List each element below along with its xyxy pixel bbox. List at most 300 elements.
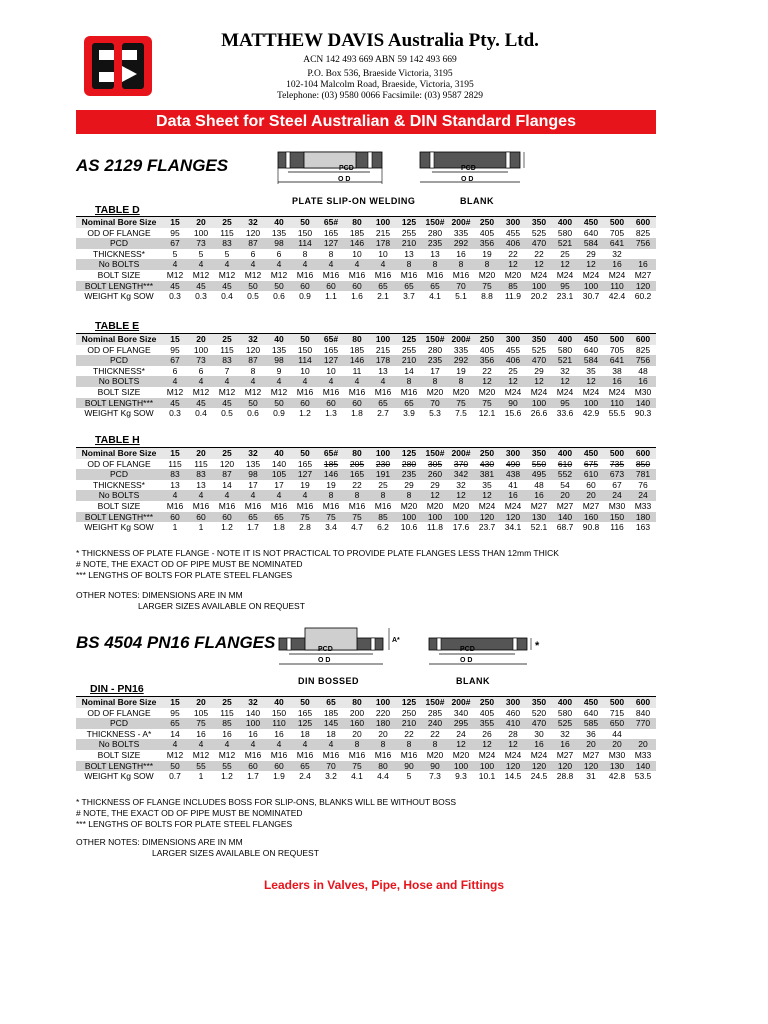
section-title-as2129: AS 2129 FLANGES xyxy=(76,156,229,175)
table-cell: M20 xyxy=(478,386,496,397)
note-line: * THICKNESS OF FLANGE INCLUDES BOSS FOR SLIP-ONS, BLANKS WILL BE WITHOUT BOSS xyxy=(76,797,457,807)
table-cell: 90 xyxy=(500,398,526,409)
table-cell: 580 xyxy=(557,707,573,718)
table-cell: 115 xyxy=(220,344,234,355)
table-cell: 470 xyxy=(526,238,552,249)
table-cell: 150 xyxy=(604,512,630,523)
table-cell: 5 xyxy=(224,248,230,259)
table-cell: 4.1 xyxy=(429,291,441,302)
table-row xyxy=(76,334,656,345)
table-row xyxy=(76,249,656,260)
table-cell: 120 xyxy=(578,761,604,772)
table-cell: 50 xyxy=(240,281,266,292)
table-cell: M24 xyxy=(530,749,548,760)
table-cell: 6.2 xyxy=(377,522,389,533)
table-cell: M20 xyxy=(426,386,444,397)
table-cell: 335 xyxy=(453,227,469,238)
table-cell: 75 xyxy=(474,281,500,292)
row-label: PCD xyxy=(76,238,162,249)
table-cell: 8 xyxy=(396,376,422,387)
table-cell: 8 xyxy=(302,248,308,259)
table-cell: 80 xyxy=(344,697,370,708)
row-label: Nominal Bore Size xyxy=(76,697,162,708)
table-cell: 25 xyxy=(214,697,240,708)
table-cell: 185 xyxy=(349,344,365,355)
table-cell: 16 xyxy=(526,739,552,750)
table-cell: 60.2 xyxy=(634,291,652,302)
table-cell: M16 xyxy=(374,269,392,280)
table-cell: M16 xyxy=(166,500,184,511)
table-cell: 400 xyxy=(552,697,578,708)
table-cell: 24 xyxy=(456,728,466,739)
table-cell: 8 xyxy=(396,739,422,750)
table-cell: 10 xyxy=(326,365,336,376)
row-label: Nominal Bore Size xyxy=(76,334,162,345)
table-cell: 60 xyxy=(318,398,344,409)
row-label: OD OF FLANGE xyxy=(87,707,151,718)
table-cell: 16 xyxy=(630,376,656,387)
table-cell: 120 xyxy=(500,512,526,523)
table-cell: 16 xyxy=(526,490,552,501)
table-cell: 87 xyxy=(214,469,240,480)
company-acn: ACN 142 493 669 ABN 59 142 493 669 xyxy=(303,55,457,65)
table-cell: 87 xyxy=(240,238,266,249)
table-cell: 350 xyxy=(526,448,552,459)
table-cell: 50 xyxy=(162,761,188,772)
table-cell: 14 xyxy=(170,728,180,739)
table-cell: 20 xyxy=(630,739,656,750)
table-cell: 4 xyxy=(214,259,240,270)
table-cell: 5 xyxy=(172,248,178,259)
table-cell: 178 xyxy=(370,355,396,366)
table-cell: 30.7 xyxy=(582,291,600,302)
table-cell: 300 xyxy=(500,334,526,345)
table-cell: 150 xyxy=(297,227,313,238)
table-cell: 90 xyxy=(396,761,422,772)
table-cell: 73 xyxy=(188,238,214,249)
table-cell: 100 xyxy=(448,761,474,772)
table-cell: 98 xyxy=(240,469,266,480)
table-cell: M24 xyxy=(504,386,522,397)
table-cell: 455 xyxy=(505,344,521,355)
table-cell: 80 xyxy=(344,334,370,345)
table-cell: 580 xyxy=(557,344,573,355)
table-cell: 255 xyxy=(401,344,417,355)
table-cell: 300 xyxy=(500,217,526,228)
table-cell: 1 xyxy=(198,771,204,782)
table-cell: 521 xyxy=(552,355,578,366)
table-cell: 1.2 xyxy=(221,771,233,782)
table-cell: 150# xyxy=(422,448,448,459)
table-cell: 45 xyxy=(162,398,188,409)
table-cell: 83 xyxy=(214,355,240,366)
table-cell: 215 xyxy=(375,227,391,238)
table-cell: 120 xyxy=(219,458,235,469)
table-cell: 16 xyxy=(196,728,206,739)
table-cell: 350 xyxy=(526,697,552,708)
table-cell: 54 xyxy=(560,479,570,490)
table-cell: 16 xyxy=(500,490,526,501)
table-cell: 12 xyxy=(500,259,526,270)
table-cell: 32 xyxy=(240,448,266,459)
table-cell: 42.4 xyxy=(608,291,626,302)
table-row xyxy=(76,469,656,480)
table-cell: 200 xyxy=(349,707,365,718)
table-cell: 140 xyxy=(630,398,656,409)
table-cell: 4 xyxy=(240,259,266,270)
table-row xyxy=(76,512,656,523)
table-cell: 146 xyxy=(344,238,370,249)
table-cell: M16 xyxy=(322,500,340,511)
table-cell: 10 xyxy=(378,248,388,259)
diagram-label-din-bossed: DIN BOSSED xyxy=(298,676,360,686)
table-din-pn16 xyxy=(76,696,656,782)
table-cell: 15.6 xyxy=(504,408,522,419)
table-cell: 250 xyxy=(474,334,500,345)
table-cell: 495 xyxy=(526,469,552,480)
table-cell: 87 xyxy=(240,355,266,366)
row-label: Nominal Bore Size xyxy=(76,448,162,459)
table-row xyxy=(76,366,656,377)
table-cell: 45 xyxy=(188,281,214,292)
table-cell: 140 xyxy=(552,512,578,523)
table-cell: 500 xyxy=(604,217,630,228)
table-cell: 355 xyxy=(474,718,500,729)
table-cell: 30 xyxy=(534,728,544,739)
document-banner: Data Sheet for Steel Australian & DIN Standard Flanges xyxy=(76,110,656,134)
table-cell: 12 xyxy=(448,739,474,750)
table-cell: 5.3 xyxy=(429,408,441,419)
table-cell: 85 xyxy=(370,512,396,523)
table-cell: 13 xyxy=(196,479,206,490)
table-cell: 340 xyxy=(453,707,469,718)
other-note-line: LARGER SIZES AVAILABLE ON REQUEST xyxy=(152,847,319,858)
table-cell: 28 xyxy=(508,728,518,739)
table-cell: 200# xyxy=(448,334,474,345)
table-cell: 115 xyxy=(194,458,208,469)
table-cell: 0.3 xyxy=(169,291,181,302)
table-cell: M24 xyxy=(582,269,600,280)
table-cell: 381 xyxy=(474,469,500,480)
table-cell: 12 xyxy=(474,490,500,501)
table-cell: 405 xyxy=(479,344,495,355)
table-cell: 200# xyxy=(448,217,474,228)
table-cell: 45 xyxy=(162,281,188,292)
table-cell: M16 xyxy=(400,269,418,280)
table-cell: 5 xyxy=(198,248,204,259)
table-cell: 75 xyxy=(318,512,344,523)
table-cell: 12 xyxy=(526,376,552,387)
table-cell: 350 xyxy=(526,334,552,345)
table-cell: 673 xyxy=(604,469,630,480)
table-cell: 450 xyxy=(578,217,604,228)
table-cell: 127 xyxy=(292,469,318,480)
table-cell: 65# xyxy=(318,217,344,228)
table-cell: 50 xyxy=(292,697,318,708)
table-cell: 60 xyxy=(214,512,240,523)
table-cell: 115 xyxy=(168,458,182,469)
row-label: No BOLTS xyxy=(76,259,162,270)
table-cell: 20 xyxy=(352,728,362,739)
table-cell: 4 xyxy=(292,490,318,501)
table-cell: 40 xyxy=(266,217,292,228)
company-street: 102-104 Malcolm Road, Braeside, Victoria, 3195 xyxy=(286,80,474,90)
table-cell: 500 xyxy=(604,334,630,345)
table-cell: 45 xyxy=(214,281,240,292)
row-label: Nominal Bore Size xyxy=(76,217,162,228)
table-cell: 525 xyxy=(552,718,578,729)
pcd-label-bossed: PCD xyxy=(318,646,333,653)
table-cell: M16 xyxy=(244,500,262,511)
table-cell: 550 xyxy=(531,458,547,469)
table-cell: 35 xyxy=(482,479,492,490)
table-cell: 215 xyxy=(375,344,391,355)
table-cell: 292 xyxy=(448,355,474,366)
table-cell: 125 xyxy=(396,697,422,708)
table-cell: 24 xyxy=(604,490,630,501)
table-cell: 641 xyxy=(604,355,630,366)
od-label-blank-din: O D xyxy=(460,657,473,664)
table-cell: 400 xyxy=(552,448,578,459)
table-cell: 75 xyxy=(344,761,370,772)
table-cell: 13 xyxy=(170,479,180,490)
table-cell: 180 xyxy=(630,512,656,523)
table-cell: 12 xyxy=(422,490,448,501)
table-cell: 19 xyxy=(326,479,336,490)
table-cell: 250 xyxy=(401,707,417,718)
table-cell: M30 xyxy=(608,500,626,511)
table-cell: 110 xyxy=(604,398,630,409)
table-cell: 12 xyxy=(552,259,578,270)
table-cell: 100 xyxy=(448,512,474,523)
table-cell: 65 xyxy=(422,281,448,292)
table-cell: 120 xyxy=(552,761,578,772)
table-cell: 50 xyxy=(292,334,318,345)
table-cell: 22 xyxy=(534,248,544,259)
table-cell: 250 xyxy=(474,217,500,228)
table-cell: 60 xyxy=(586,479,596,490)
table-row xyxy=(76,718,656,729)
table-cell: M12 xyxy=(218,386,236,397)
table-cell: 17.6 xyxy=(452,522,470,533)
table-cell: M16 xyxy=(374,500,392,511)
table-cell: M16 xyxy=(452,269,470,280)
row-label: WEIGHT Kg SOW xyxy=(84,522,154,533)
table-cell: 640 xyxy=(583,707,599,718)
table-cell: 20 xyxy=(578,739,604,750)
table-cell: 210 xyxy=(396,238,422,249)
table-cell: 350 xyxy=(526,217,552,228)
table-cell: 4 xyxy=(292,739,318,750)
table-cell: M16 xyxy=(192,500,210,511)
table-cell: 584 xyxy=(578,238,604,249)
company-po-box: P.O. Box 536, Braeside Victoria, 3195 xyxy=(307,69,453,79)
diagram-label-plate-slip-on: PLATE SLIP-ON WELDING xyxy=(292,196,416,206)
table-cell: 145 xyxy=(318,718,344,729)
table-cell: 4 xyxy=(344,376,370,387)
table-cell: 210 xyxy=(396,355,422,366)
table-cell: 115 xyxy=(220,227,234,238)
table-cell: M27 xyxy=(634,269,652,280)
table-cell: 95 xyxy=(552,281,578,292)
table-cell: 75 xyxy=(344,512,370,523)
table-cell: 4 xyxy=(162,739,188,750)
table-cell: 100 xyxy=(422,512,448,523)
table-cell: 640 xyxy=(583,344,599,355)
table-cell: 70 xyxy=(318,761,344,772)
table-cell: 12 xyxy=(500,376,526,387)
blank-thickness-marker: * xyxy=(535,640,540,652)
table-cell: 100 xyxy=(193,227,209,238)
table-cell: 60 xyxy=(344,398,370,409)
diagram-label-blank-din: BLANK xyxy=(456,676,490,686)
table-cell: 8 xyxy=(448,259,474,270)
table-cell: 13 xyxy=(378,365,388,376)
table-cell: 13 xyxy=(404,248,414,259)
table-cell: 756 xyxy=(630,238,656,249)
table-cell: 14 xyxy=(222,479,232,490)
table-cell: 140 xyxy=(245,707,261,718)
table-cell: 0.7 xyxy=(169,771,181,782)
table-cell: 38 xyxy=(612,365,622,376)
table-cell: 163 xyxy=(635,522,651,533)
table-row xyxy=(76,750,656,761)
as2129-other-notes xyxy=(76,590,305,612)
table-cell: 840 xyxy=(635,707,651,718)
table-cell: 125 xyxy=(292,718,318,729)
table-cell: 12.1 xyxy=(478,408,496,419)
table-cell: 438 xyxy=(500,469,526,480)
table-cell: M33 xyxy=(634,500,652,511)
table-cell: 150# xyxy=(422,217,448,228)
table-cell: 470 xyxy=(526,355,552,366)
table-cell: 356 xyxy=(474,238,500,249)
table-cell: 8 xyxy=(396,259,422,270)
table-cell: M27 xyxy=(582,749,600,760)
table-cell: M16 xyxy=(426,269,444,280)
table-cell: 20 xyxy=(188,334,214,345)
table-cell: 12 xyxy=(526,259,552,270)
table-cell: 370 xyxy=(453,458,469,469)
table-cell: 7.3 xyxy=(429,771,441,782)
table-cell: 3.9 xyxy=(403,408,415,419)
table-cell: 10.1 xyxy=(478,771,496,782)
table-cell: 22 xyxy=(482,365,492,376)
table-cell: 4 xyxy=(188,376,214,387)
table-cell: 100 xyxy=(370,217,396,228)
table-cell: 29 xyxy=(534,365,544,376)
table-cell: 2.1 xyxy=(377,291,389,302)
table-row xyxy=(76,490,656,501)
table-cell: 500 xyxy=(604,697,630,708)
table-cell: 98 xyxy=(266,238,292,249)
table-cell: M20 xyxy=(426,500,444,511)
table-row xyxy=(76,217,656,228)
table-cell: 130 xyxy=(604,761,630,772)
table-cell: 8 xyxy=(250,365,256,376)
table-cell: 31 xyxy=(586,771,596,782)
table-cell: 53.5 xyxy=(634,771,652,782)
table-cell: 65 xyxy=(318,697,344,708)
table-cell: M20 xyxy=(452,386,470,397)
table-cell: 95 xyxy=(170,707,180,718)
table-cell: 12 xyxy=(448,490,474,501)
row-label: THICKNESS* xyxy=(93,248,145,259)
table-row xyxy=(76,281,656,292)
table-cell: 8 xyxy=(396,490,422,501)
table-cell: 14 xyxy=(404,365,414,376)
table-cell: 295 xyxy=(448,718,474,729)
table-cell: 83 xyxy=(188,469,214,480)
table-cell: M24 xyxy=(608,386,626,397)
table-cell: 90.3 xyxy=(634,408,652,419)
table-cell: 610 xyxy=(557,458,573,469)
table-cell: 114 xyxy=(292,355,318,366)
table-cell: 125 xyxy=(396,448,422,459)
table-cell: 600 xyxy=(630,697,656,708)
table-cell: 42.8 xyxy=(608,771,626,782)
table-cell: 9 xyxy=(276,365,282,376)
table-cell: 8 xyxy=(474,259,500,270)
table-cell: M16 xyxy=(400,386,418,397)
table-cell: 18 xyxy=(300,728,310,739)
table-cell: 4 xyxy=(162,490,188,501)
table-cell: 18 xyxy=(326,728,336,739)
table-cell: 25 xyxy=(378,479,388,490)
table-cell: 65# xyxy=(318,334,344,345)
table-cell: 4.4 xyxy=(377,771,389,782)
table-cell: 4 xyxy=(214,739,240,750)
table-cell: M16 xyxy=(348,386,366,397)
table-cell: 4.1 xyxy=(351,771,363,782)
table-cell: M24 xyxy=(504,500,522,511)
table-cell: 135 xyxy=(245,458,261,469)
table-cell: 20.2 xyxy=(530,291,548,302)
table-cell: 585 xyxy=(578,718,604,729)
table-cell: 1.3 xyxy=(325,408,337,419)
table-cell: 140 xyxy=(271,458,287,469)
table-row xyxy=(76,459,656,470)
table-cell: M20 xyxy=(504,269,522,280)
table-cell: 60 xyxy=(240,761,266,772)
table-cell: 20 xyxy=(188,697,214,708)
table-e-label: TABLE E xyxy=(95,320,140,332)
table-cell: 0.4 xyxy=(221,291,233,302)
table-cell: 1.9 xyxy=(273,771,285,782)
table-cell: 160 xyxy=(344,718,370,729)
table-row xyxy=(76,697,656,708)
section-title-bs4504: BS 4504 PN16 FLANGES xyxy=(76,633,276,652)
table-cell: 65# xyxy=(318,448,344,459)
table-cell: M24 xyxy=(582,386,600,397)
row-label: BOLT SIZE xyxy=(97,269,141,280)
table-cell: 95 xyxy=(170,227,180,238)
table-cell: 650 xyxy=(604,718,630,729)
table-cell: 675 xyxy=(583,458,599,469)
table-cell: 127 xyxy=(318,355,344,366)
table-cell: M24 xyxy=(478,500,496,511)
table-cell: 11.9 xyxy=(505,291,521,302)
table-cell: 8 xyxy=(422,376,448,387)
table-cell: 450 xyxy=(578,697,604,708)
table-cell: 146 xyxy=(318,469,344,480)
table-row xyxy=(76,376,656,387)
table-cell: 8 xyxy=(328,248,334,259)
table-cell: 250 xyxy=(474,448,500,459)
table-cell: 0.5 xyxy=(221,408,233,419)
table-cell: 20 xyxy=(578,490,604,501)
table-cell: M12 xyxy=(218,269,236,280)
